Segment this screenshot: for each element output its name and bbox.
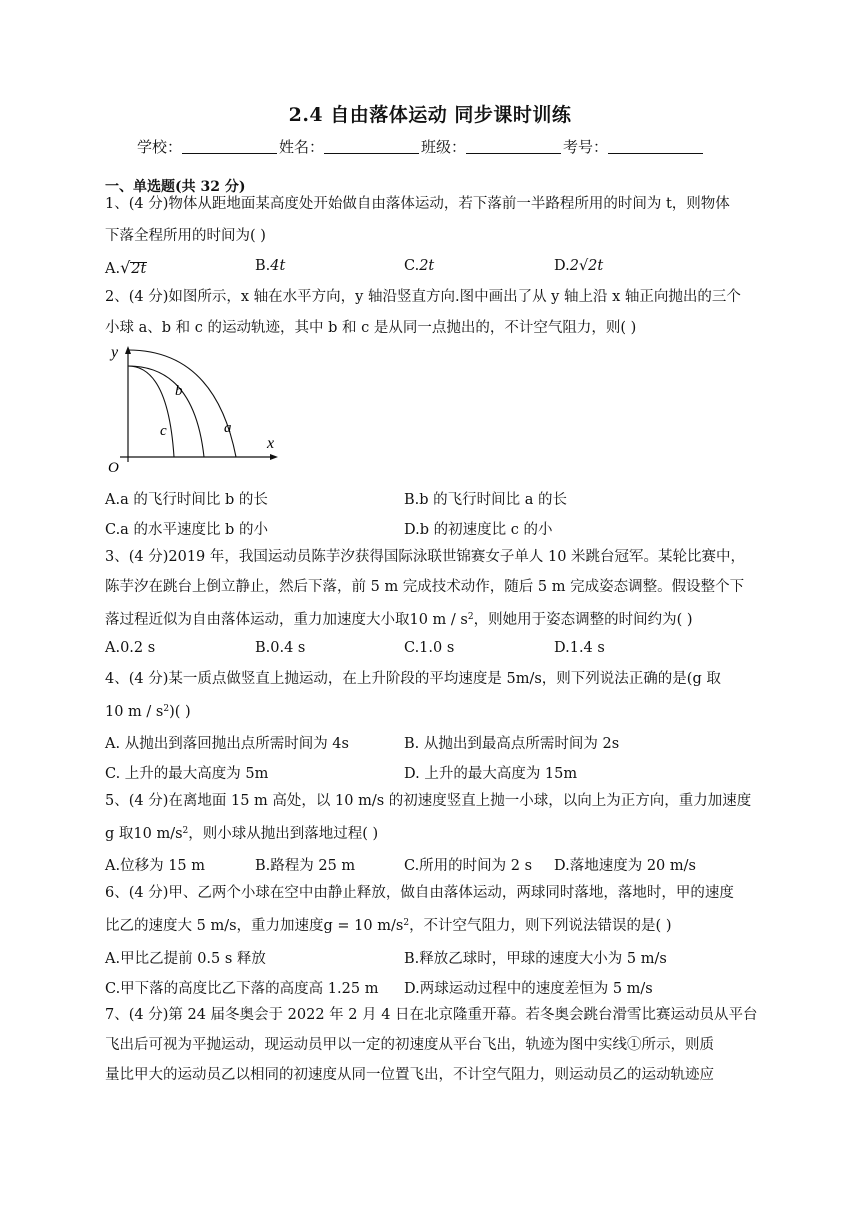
school-label: 学校： bbox=[137, 138, 183, 156]
q5-option-c[interactable]: C.所用的时间为 2 s bbox=[404, 858, 533, 874]
q6-line2 bbox=[105, 913, 671, 936]
q3-option-a[interactable]: A.0.2 s bbox=[105, 640, 156, 656]
q3-line3-a: 落过程近似为自由落体运动，重力加速度大小取 bbox=[105, 612, 410, 628]
q2-option-b[interactable]: B.b 的飞行时间比 a 的长 bbox=[404, 492, 568, 508]
q3-line2: 陈芋汐在跳台上倒立静止，然后下落，前 5 m 完成技术动作，随后 5 m 完成姿态调整。假设整个下 bbox=[105, 579, 745, 595]
q2-option-d[interactable]: D.b 的初速度比 c 的小 bbox=[404, 522, 553, 538]
q4-line2 bbox=[105, 699, 191, 722]
q6-accel-value: g = 10 m/s bbox=[323, 918, 404, 934]
fig-label-origin: O bbox=[108, 460, 119, 476]
q1-line2: 下落全程所用的时间为( ) bbox=[105, 228, 266, 244]
q5-exponent: 2 bbox=[182, 826, 189, 836]
q6-line2-a: 比乙的速度大 5 m/s，重力加速度 bbox=[105, 918, 324, 934]
fig-label-x: x bbox=[267, 435, 275, 452]
q7-line3: 量比甲大的运动员乙以相同的初速度从同一位置飞出，不计空气阻力，则运动员乙的运动轨迹应 bbox=[105, 1067, 714, 1083]
q5-line2-c: ，则小球从抛出到落地过程( ) bbox=[188, 826, 379, 842]
q3-line3 bbox=[105, 607, 693, 630]
q1-line1: 1、(4 分)物体从距地面某高度处开始做自由落体运动，若下落前一半路程所用的时间为 t，则物体 bbox=[105, 196, 730, 212]
q6-option-c[interactable]: C.甲下落的高度比乙下落的高度高 1.25 m bbox=[105, 981, 379, 997]
trajectory-a bbox=[128, 350, 236, 457]
q4-accel-value: 10 m / s bbox=[105, 704, 164, 720]
q6-option-d[interactable]: D.两球运动过程中的速度差恒为 5 m/s bbox=[404, 981, 653, 997]
q3-exponent: 2 bbox=[467, 612, 474, 622]
q1-option-c-label: C. bbox=[404, 258, 420, 274]
q6-option-a[interactable]: A.甲比乙提前 0.5 s 释放 bbox=[105, 951, 266, 967]
q5-option-b[interactable]: B.路程为 25 m bbox=[255, 858, 356, 874]
q3-option-d[interactable]: D.1.4 s bbox=[554, 640, 605, 656]
q4-option-a[interactable]: A. 从抛出到落回抛出点所需时间为 4s bbox=[105, 736, 349, 752]
q5-option-d[interactable]: D.落地速度为 20 m/s bbox=[554, 858, 696, 874]
q2-line1: 2、(4 分)如图所示，x 轴在水平方向，y 轴沿竖直方向.图中画出了从 y 轴上沿 x 轴正向抛出的三个 bbox=[105, 289, 741, 305]
q6-line1: 6、(4 分)甲、乙两个小球在空中由静止释放，做自由落体运动，两球同时落地，落地时，甲的速度 bbox=[105, 885, 734, 901]
q4-option-b[interactable]: B. 从抛出到最高点所需时间为 2s bbox=[404, 736, 620, 752]
exam-no-label: 考号： bbox=[563, 138, 609, 156]
q3-line1: 3、(4 分)2019 年，我国运动员陈芋汐获得国际泳联世锦赛女子单人 10 米跳台冠军。某轮比赛中， bbox=[105, 549, 746, 565]
q1-option-b[interactable] bbox=[255, 258, 285, 274]
q1-option-c[interactable] bbox=[404, 258, 434, 274]
q3-accel-value: 10 m / s bbox=[409, 612, 468, 628]
q4-line1: 4、(4 分)某一质点做竖直上抛运动，在上升阶段的平均速度是 5m/s，则下列说法正确的是(g 取 bbox=[105, 671, 721, 687]
fig-label-a: a bbox=[224, 420, 232, 436]
sqrt-icon: √ bbox=[120, 258, 131, 277]
q1-option-c-value: 2t bbox=[419, 258, 435, 274]
class-blank[interactable] bbox=[466, 139, 561, 154]
q4-line2-b: )( ) bbox=[169, 704, 191, 720]
q2-option-c[interactable]: C.a 的水平速度比 b 的小 bbox=[105, 522, 268, 538]
q7-line2: 飞出后可视为平抛运动，现运动员甲以一定的初速度从平台飞出，轨迹为图中实线①所示，则质 bbox=[105, 1037, 714, 1053]
school-blank[interactable] bbox=[182, 139, 277, 154]
q5-line2 bbox=[105, 821, 378, 844]
q6-option-b[interactable]: B.释放乙球时，甲球的速度大小为 5 m/s bbox=[404, 951, 667, 967]
fig-label-y: y bbox=[111, 344, 119, 361]
trajectory-diagram bbox=[100, 340, 290, 476]
q5-line1: 5、(4 分)在离地面 15 m 高处，以 10 m/s 的初速度竖直上抛一小球，以向上为正方向，重力加速度 bbox=[105, 793, 752, 809]
q1-option-b-label: B. bbox=[255, 258, 271, 274]
class-label: 班级： bbox=[421, 138, 467, 156]
q6-exponent: 2 bbox=[403, 918, 410, 928]
q1-option-d-value: 2√2t bbox=[569, 258, 604, 274]
q4-option-d[interactable]: D. 上升的最大高度为 15m bbox=[404, 766, 578, 782]
name-blank[interactable] bbox=[324, 139, 419, 154]
q4-exponent: 2 bbox=[163, 704, 170, 714]
q2-option-a[interactable]: A.a 的飞行时间比 b 的长 bbox=[105, 492, 268, 508]
q6-line2-c: ，不计空气阻力，则下列说法错误的是( ) bbox=[409, 918, 672, 934]
q1-option-d-label: D. bbox=[554, 258, 570, 274]
q2-line2: 小球 a、b 和 c 的运动轨迹，其中 b 和 c 是从同一点抛出的，不计空气阻力，则( ) bbox=[105, 320, 637, 336]
page-title: 2.4 自由落体运动 同步课时训练 bbox=[288, 104, 572, 126]
q1-option-a-label: A. bbox=[105, 261, 121, 277]
q7-line1: 7、(4 分)第 24 届冬奥会于 2022 年 2 月 4 日在北京隆重开幕。若冬奥会跳台滑雪比赛运动员从平台 bbox=[105, 1007, 758, 1023]
trajectory-c bbox=[128, 366, 174, 457]
section-heading: 一、单选题(共 32 分) bbox=[105, 179, 246, 195]
q4-option-c[interactable]: C. 上升的最大高度为 5m bbox=[105, 766, 269, 782]
q1-option-d[interactable] bbox=[554, 258, 603, 274]
q5-option-a[interactable]: A.位移为 15 m bbox=[105, 858, 205, 874]
name-label: 姓名： bbox=[279, 138, 325, 156]
student-info bbox=[137, 136, 705, 157]
q1-option-b-value: 4t bbox=[270, 258, 286, 274]
q1-option-a[interactable] bbox=[105, 258, 147, 277]
q5-accel-value: 10 m/s bbox=[133, 826, 183, 842]
q1-option-a-value: 2t bbox=[131, 261, 147, 277]
q3-option-b[interactable]: B.0.4 s bbox=[255, 640, 306, 656]
fig-label-c: c bbox=[160, 423, 167, 439]
fig-label-b: b bbox=[175, 383, 183, 399]
trajectory-b bbox=[128, 366, 204, 457]
q5-line2-a: g 取 bbox=[105, 826, 134, 842]
q3-line3-c: ，则她用于姿态调整的时间约为( ) bbox=[473, 612, 693, 628]
q3-option-c[interactable]: C.1.0 s bbox=[404, 640, 455, 656]
exam-no-blank[interactable] bbox=[608, 139, 703, 154]
x-axis-arrow-icon bbox=[270, 454, 278, 460]
